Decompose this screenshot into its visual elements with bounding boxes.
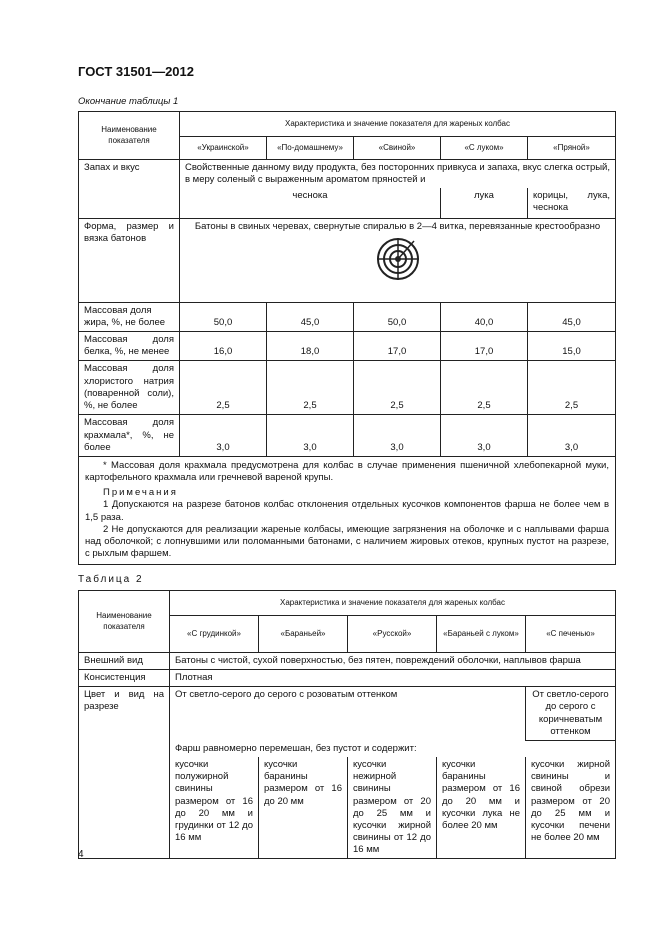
t2-char-header: Характеристика и значение показателя для жареных колбас <box>170 591 616 616</box>
standard-title: ГОСТ 31501—2012 <box>78 64 194 79</box>
t1-cell: 15,0 <box>528 332 616 361</box>
t2-cut-color-common: От светло-серого до серого с розоватым оттенком <box>170 687 526 741</box>
t1-col-header: «Свиной» <box>354 137 441 160</box>
t2-appearance-label: Внешний вид <box>79 653 170 670</box>
t1-cell: 16,0 <box>180 332 267 361</box>
t1-cell: 18,0 <box>267 332 354 361</box>
t2-col-header: «Бараньей с луком» <box>437 616 526 653</box>
t1-cell: 40,0 <box>441 302 528 331</box>
t1-smell-onion: лука <box>441 188 528 218</box>
t1-cell: 3,0 <box>528 415 616 456</box>
t1-col-header: «С луком» <box>441 137 528 160</box>
t1-footnote: * Массовая доля крахмала предусмотрена для колбас в случае применения пшеничной хлебопекарной муки, картофельного крахмала или гречневой вареной крупы. <box>85 459 610 484</box>
t2-col-header: «С печенью» <box>526 616 616 653</box>
t1-cell: 45,0 <box>528 302 616 331</box>
t1-note-2: 2 Не допускаются для реализации жареные колбасы, имеющие загрязнения на оболочке и с наплывами фарша над оболочкой; с лопнувшими или поломанными батонами, с наличием жировых отеков, крупных пустот на разрезе, с рыхлым фаршем. <box>85 523 610 559</box>
table-1 <box>78 111 616 565</box>
t1-row-label: Массовая доля белка, %, не менее <box>79 332 180 361</box>
t1-cell: 17,0 <box>441 332 528 361</box>
t1-row-label: Массовая доля хлористого натрия (поваренной соли), %, не более <box>79 361 180 415</box>
t1-cell: 2,5 <box>528 361 616 415</box>
t1-col-header: «Пряной» <box>528 137 616 160</box>
t1-cell: 50,0 <box>180 302 267 331</box>
t2-name-header: Наименование показателя <box>79 591 170 653</box>
spiral-sausage-icon <box>376 237 420 281</box>
t1-shape-label: Форма, размер и вязка батонов <box>79 218 180 302</box>
t2-cut-mince: Фарш равномерно перемешан, без пустот и содержит: <box>170 740 616 757</box>
t1-shape-cell <box>180 218 616 302</box>
t1-smell-garlic: чеснока <box>180 188 441 218</box>
t2-col-header: «Бараньей» <box>259 616 348 653</box>
t1-smell-label: Запах и вкус <box>79 160 180 219</box>
t2-cut-piece: кусочки баранины размером от 16 до 20 мм <box>259 757 348 859</box>
t1-shape-text: Батоны в свиных черевах, свернутые спиралью в 2—4 витка, перевязанные крестообразно <box>194 220 601 232</box>
table2-caption: Таблица 2 <box>78 574 144 585</box>
t1-cell: 17,0 <box>354 332 441 361</box>
t2-cut-color-liver: От светло-серого до серого с коричневатым оттенком <box>526 687 616 741</box>
t1-cell: 3,0 <box>267 415 354 456</box>
t2-col-header: «Русской» <box>348 616 437 653</box>
t2-cut-piece: кусочки баранины размером от 16 до 20 мм и кусочки лука не более 20 мм <box>437 757 526 859</box>
t2-consistency-text: Плотная <box>170 670 616 687</box>
t1-cell: 3,0 <box>180 415 267 456</box>
t1-col-header: «Украинской» <box>180 137 267 160</box>
t1-row-label: Массовая доля крахмала*, %, не более <box>79 415 180 456</box>
t1-note-1: 1 Допускаются на разрезе батонов колбас отклонения отдельных кусочков компонентов фарша не более чем в 1,5 раза. <box>85 499 610 523</box>
t2-cut-piece: кусочки полужирной свинины размером от 16 до 20 мм и грудинки от 12 до 16 мм <box>170 757 259 859</box>
t2-cut-label: Цвет и вид на разрезе <box>79 687 170 859</box>
t1-cell: 2,5 <box>354 361 441 415</box>
t1-cell: 3,0 <box>441 415 528 456</box>
page-number: 4 <box>78 849 84 860</box>
t1-cell: 45,0 <box>267 302 354 331</box>
t1-col-header: «По-домашнему» <box>267 137 354 160</box>
t1-cell: 2,5 <box>441 361 528 415</box>
table1-caption: Окончание таблицы 1 <box>78 96 179 107</box>
t1-cell: 3,0 <box>354 415 441 456</box>
t1-name-header: Наименование показателя <box>79 112 180 160</box>
t1-notes <box>79 456 616 564</box>
t2-cut-piece: кусочки жирной свинины и свиной обрези размером от 20 до 25 мм и кусочки печени не более 20 мм <box>526 757 616 859</box>
table-2 <box>78 590 616 859</box>
t1-cell: 50,0 <box>354 302 441 331</box>
t1-row-label: Массовая доля жира, %, не более <box>79 302 180 331</box>
t1-char-header: Характеристика и значение показателя для жареных колбас <box>180 112 616 137</box>
t1-notes-title: Примечания <box>103 487 178 499</box>
t2-col-header: «С грудинкой» <box>170 616 259 653</box>
t1-smell-common: Свойственные данному виду продукта, без посторонних привкуса и запаха, вкус слегка острый, в меру соленый с выраженным ароматом пряностей и <box>180 160 616 189</box>
t1-smell-cinnamon: корицы, лука, чеснока <box>528 188 616 218</box>
t1-cell: 2,5 <box>180 361 267 415</box>
t2-consistency-label: Консистенция <box>79 670 170 687</box>
t2-appearance-text: Батоны с чистой, сухой поверхностью, без пятен, повреждений оболочки, наплывов фарша <box>170 653 616 670</box>
t1-cell: 2,5 <box>267 361 354 415</box>
t2-cut-piece: кусочки нежирной свинины размером от 20 до 25 мм и кусочки жирной свинины от 12 до 16 мм <box>348 757 437 859</box>
